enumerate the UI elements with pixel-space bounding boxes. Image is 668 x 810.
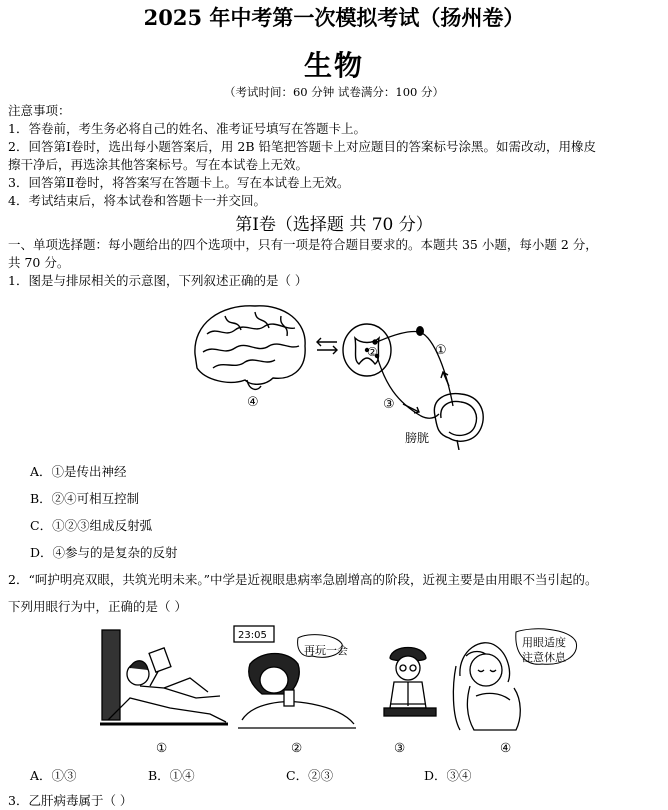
exam-title: 2025 年中考第一次模拟考试（扬州卷） (143, 5, 525, 30)
notes-heading: 注意事项： (8, 103, 71, 118)
section-heading: 第Ⅰ卷（选择题 共 70 分） (235, 215, 433, 235)
figure-label-4: ④ (247, 395, 259, 410)
question-2-option-a: A．①③ (30, 768, 77, 783)
phone-in-bed-picture (232, 624, 362, 736)
bladder-icon (434, 394, 483, 450)
speech-bubble-text-line1: 用眼适度 (522, 636, 566, 649)
section-instruction: 共 70 分。 (8, 255, 70, 270)
studying-desk-picture (376, 638, 442, 736)
subject-title: 生物 (303, 49, 364, 82)
figure-label-bladder: 膀胱 (405, 431, 430, 445)
exam-info: （考试时间：60 分钟 试卷满分：100 分） (223, 85, 445, 99)
speech-bubble-text-line2: 注意休息 (522, 651, 566, 664)
section-instruction: 一、单项选择题：每小题给出的四个选项中，只有一项是符合题目要求的。本题共 35 小题，每小题 2 分， (8, 237, 598, 252)
resting-eyes-picture (452, 626, 582, 736)
clock-time: 23:05 (238, 630, 267, 641)
question-1-option-a: A．①是传出神经 (30, 464, 127, 479)
speech-bubble-text: 再玩一会 (304, 644, 348, 657)
figure-label-3: ③ (383, 397, 395, 412)
picture-label-1: ① (156, 740, 168, 755)
question-1-stem: 1．图是与排尿相关的示意图，下列叙述正确的是（ ） (8, 273, 308, 288)
question-3-stem: 3．乙肝病毒属于（ ） (8, 793, 133, 808)
urination-reflex-figure (185, 294, 505, 450)
question-1-option-c: C．①②③组成反射弧 (30, 518, 153, 533)
note-item: 1．答卷前，考生务必将自己的姓名、准考证号填写在答题卡上。 (8, 121, 366, 136)
note-item: 3．回答第Ⅱ卷时，将答案写在答题卡上。写在本试卷上无效。 (8, 175, 350, 190)
brain-icon (195, 306, 305, 390)
note-item: 4．考试结束后，将本试卷和答题卡一并交回。 (8, 193, 266, 208)
question-2-option-c: C．②③ (286, 768, 334, 783)
figure-label-2: ② (367, 345, 378, 359)
figure-label-1: ① (435, 343, 447, 358)
reading-lying-picture (100, 628, 230, 736)
question-1-option-d: D．④参与的是复杂的反射 (30, 545, 178, 560)
question-2-stem: 2．“呵护明亮双眼，共筑光明未来。”中学是近视眼患病率急剧增高的阶段，近视主要是由用眼不当引起的。 (8, 572, 598, 587)
question-2-stem: 下列用眼行为中，正确的是（ ） (8, 599, 187, 614)
question-2-option-b: B．①④ (148, 768, 195, 783)
question-2-option-d: D．③④ (424, 768, 472, 783)
picture-label-2: ② (291, 740, 303, 755)
note-item: 擦干净后，再选涂其他答案标号。写在本试卷上无效。 (8, 157, 309, 172)
note-item: 2．回答第Ⅰ卷时，选出每小题答案后，用 2B 铅笔把答题卡上对应题目的答案标号涂黑。如需改动，用橡皮 (8, 139, 596, 154)
picture-label-3: ③ (394, 740, 406, 755)
picture-label-4: ④ (500, 740, 512, 755)
question-1-option-b: B．②④可相互控制 (30, 491, 140, 506)
